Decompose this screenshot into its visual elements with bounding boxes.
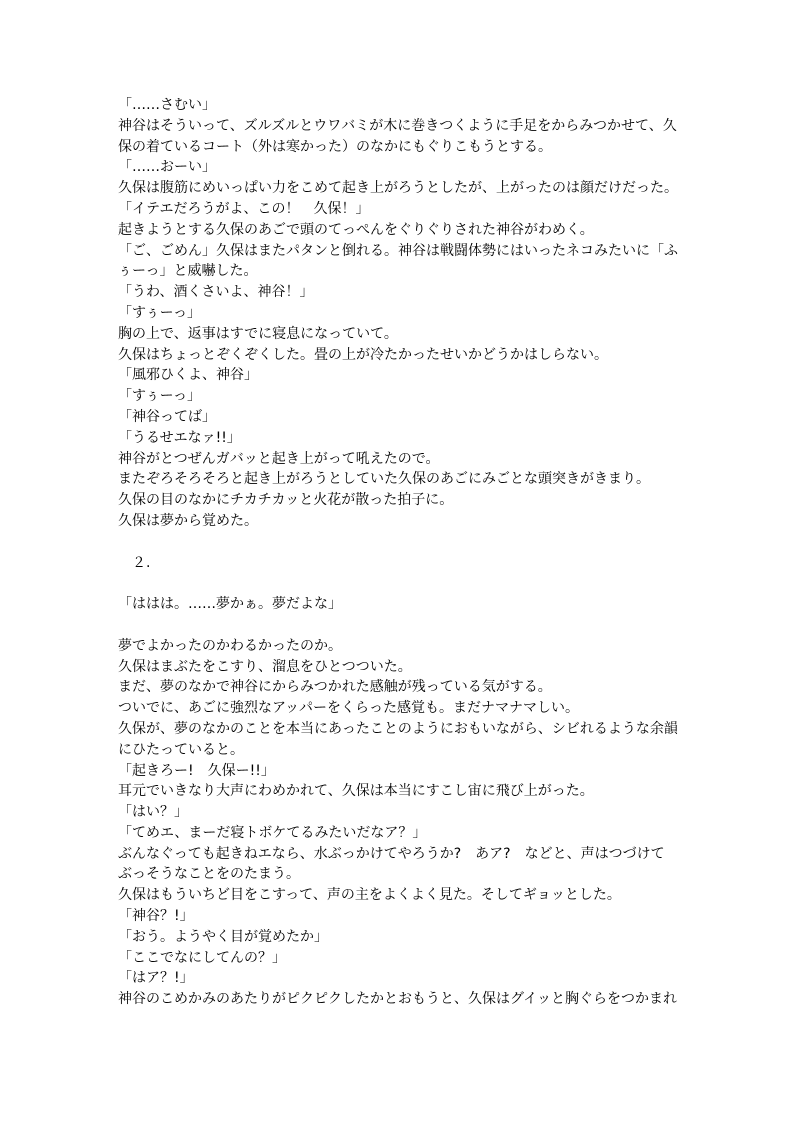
text-line: 「神谷ってば」	[118, 408, 216, 425]
part2-paragraphs	[118, 636, 688, 1010]
text-line: 「イテエだろうがよ、この！ 久保！」	[118, 200, 370, 217]
text-line: 「……さむい」	[118, 97, 216, 113]
text-line: にひたっていると。	[118, 741, 244, 758]
text-line: 「はア？!」	[118, 970, 194, 987]
text-line: 夢でよかったのかわるかったのか。	[118, 637, 342, 654]
text-line: 「うるせエなァ!!」	[118, 429, 241, 446]
text-line: 久保が、夢のなかのことを本当にあったことのようにおもいながら、シビれるような余韻	[118, 720, 678, 737]
text-line: まだ、夢のなかで神谷にからみつかれた感触が残っている気がする。	[118, 679, 552, 696]
text-line: ぶっそうなことをのたまう。	[118, 866, 300, 883]
text-line: 「神谷？!」	[118, 908, 194, 925]
text-line: 「すぅーっ」	[118, 304, 202, 321]
text-line: 胸の上で、返事はすでに寝息になっていて。	[118, 325, 398, 342]
document-page	[118, 95, 688, 1010]
text-line: 神谷のこめかみのあたりがピクピクしたかとおもうと、久保はグイッと胸ぐらをつかまれ	[118, 991, 678, 1008]
text-line: 久保はまぶたをこすり、溜息をひとつついた。	[118, 658, 412, 675]
blank-line	[118, 615, 688, 636]
text-line: 「てめエ、まーだ寝トボケてるみたいだなア？」	[118, 824, 427, 841]
text-line: 「すぅーっ」	[118, 388, 202, 405]
text-line: 久保は腹筋にめいっぱい力をこめて起き上がろうとしたが、上がったのは顔だけだった。	[118, 180, 678, 197]
text-line: 「ははは。……夢かぁ。夢だよな」	[118, 596, 342, 613]
text-line: 耳元でいきなり大声にわめかれて、久保は本当にすこし宙に飛び上がった。	[118, 783, 594, 800]
text-line: ついでに、あごに強烈なアッパーをくらった感覚も。まだナマナマしい。	[118, 700, 580, 717]
text-line: 「風邪ひくよ、神谷」	[118, 367, 258, 384]
text-line: 「はい？」	[118, 804, 188, 821]
text-line: 「……おーい」	[118, 159, 216, 176]
text-line: 神谷はそういって、ズルズルとウワバミが木に巻きつくように手足をからみつかせて、久	[118, 117, 677, 134]
text-line: ぅーっ」と威嚇した。	[118, 263, 258, 280]
text-line: 久保はもういちど目をこすって、声の主をよくよく見た。そしてギョッとした。	[118, 887, 621, 904]
text-line: 「ご、ごめん」久保はまたパタンと倒れる。神谷は戦闘体勢にはいったネコみたいに「ふ	[118, 242, 678, 259]
text-line: またぞろそろそろと起き上がろうとしていた久保のあごにみごとな頭突きがきまり。	[118, 471, 650, 488]
text-line: 神谷がとつぜんガバッと起き上がって吼えたので。	[118, 450, 440, 467]
part1-paragraphs	[118, 95, 688, 532]
text-line: 保の着ているコート（外は寒かった）のなかにもぐりこもうとする。	[118, 138, 552, 155]
text-line: 「ここでなにしてんの？」	[118, 949, 286, 966]
section-number: ２.	[132, 554, 151, 571]
text-line: 「起きろー! 久保ー!!」	[118, 762, 275, 779]
text-line: 起きようとする久保のあごで頭のてっぺんをぐりぐりされた神谷がわめく。	[118, 221, 594, 238]
text-line: 「うわ、酒くさいよ、神谷！」	[118, 284, 314, 301]
part2-opening	[118, 594, 688, 615]
text-line: 久保の目のなかにチカチカッと火花が散った拍子に。	[118, 492, 454, 509]
text-line: 久保はちょっとぞくぞくした。畳の上が冷たかったせいかどうかはしらない。	[118, 346, 608, 363]
blank-line	[118, 532, 688, 553]
blank-line	[118, 573, 688, 594]
text-line: 久保は夢から覚めた。	[118, 512, 258, 529]
text-line: ぶんなぐっても起きねエなら、水ぶっかけてやろうか? あア? などと、声はつづけて	[118, 845, 665, 862]
text-line: 「おう。ようやく目が覚めたか」	[118, 928, 328, 945]
